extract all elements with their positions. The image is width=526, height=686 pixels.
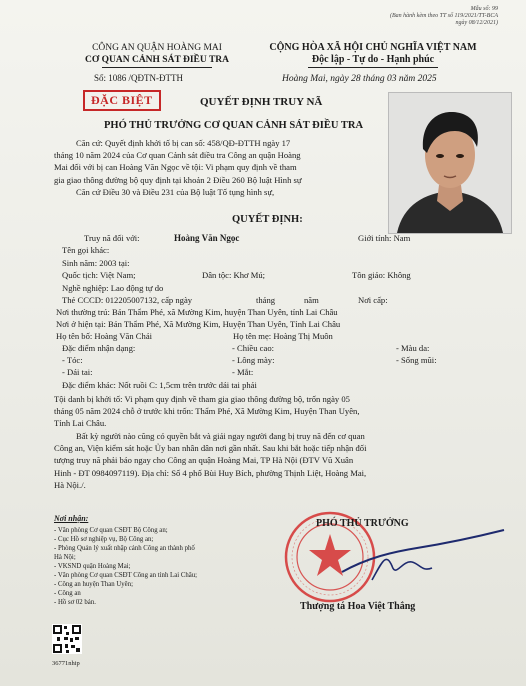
recipients-list (54, 526, 284, 607)
serial-number: 36771nhip (52, 660, 80, 667)
recipient-item: - Công an (54, 590, 81, 597)
legal-basis: Căn cứ: Quyết định khởi tố bị can số: 458/QĐ-ĐTTH ngày 17 tháng 10 năm 2024 của Cơ quan Cảnh sát điều tra Công an quận Hoàng Mai đối với bị can Hoàng Văn Ngọc về tội: Vi phạm quy định về tham gia giao thông đường bộ quy định tại khoản 2 Điều 260 Bộ luật Hình sự Căn cứ Điều 30 và Điều 231 của Bộ luật Tố tụng hình sự, (54, 138, 302, 197)
signature-mark (322, 522, 512, 592)
agency-line2: CƠ QUAN CẢNH SÁT ĐIỀU TRA (84, 55, 230, 65)
special-marks: Đặc điểm khác: Nốt ruồi C: 1,5cm trên trước dái tai phải (62, 380, 257, 390)
current-address: Nơi ở hiện tại: Bản Thẩm Phé, Xã Mường Kim, Huyện Than Uyên, Tỉnh Lai Châu (56, 319, 341, 329)
birth-year: Sinh năm: 2003 tại: (62, 258, 130, 268)
id-month: tháng (256, 295, 276, 305)
id-place: Nơi cấp: (358, 295, 388, 305)
notice-paragraph: Bất kỳ người nào cũng có quyền bắt và giải ngay người đang bị truy nã đến cơ quan Công an, Viện kiểm sát hoặc Ủy ban nhân dân nơi gần nhất. Sau khi bắt hoặc tiếp nhận đối tượng truy nã phải báo ngay cho Công an quận Hoàng Mai, TP Hà Nội (ĐTV Vũ Xuân Hinh - ĐT 0984097119). Địa chỉ: Số 4 phố Bùi Huy Bích, phường Thịnh Liệt, Hoàng Mai, Hà Nội./. (54, 431, 367, 490)
agency-header (62, 42, 252, 68)
crime-paragraph: Tội danh bị khởi tố: Vi phạm quy định về tham gia giao thông đường bộ, trốn ngày 05 tháng 05 năm 2024 chỗ ở trước khi trốn: Thẩm Phé, Xã Mường Kim, Huyện Than Uyên, Tỉnh Lai Châu. (54, 394, 360, 429)
form-code: Mẫu số: 99 (Ban hành kèm theo TT số 119/2021/TT-BCA ngày 08/12/2021) (390, 6, 498, 26)
agency-line1: CÔNG AN QUẬN HOÀNG MAI (92, 43, 222, 53)
recipient-item: - Cục Hồ sơ nghiệp vụ, Bộ Công an; (54, 536, 154, 543)
recipient-item: - Hồ sơ 02 bản. (54, 599, 96, 606)
wanted-name: Hoàng Văn Ngọc (174, 233, 240, 243)
nation-line2: Độc lập - Tự do - Hạnh phúc (311, 54, 435, 65)
eyebrows: - Lông mày: (232, 355, 275, 365)
other-name: Tên gọi khác: (62, 245, 110, 255)
hair: - Tóc: (62, 355, 83, 365)
signer-title: PHÓ THỦ TRƯỞNG (316, 518, 409, 529)
nation-line1: CỘNG HÒA XÃ HỘI CHỦ NGHĨA VIỆT NAM (269, 42, 477, 53)
doc-number: Số: 1086 /QĐTN-ĐTTH (94, 73, 183, 83)
id-card: Thẻ CCCD: 012205007132, cấp ngày (62, 295, 193, 305)
agency-underline (102, 67, 212, 68)
nation-underline (308, 67, 438, 68)
ears: - Dái tai: (62, 367, 93, 377)
recipients-heading: Nơi nhận: (54, 514, 89, 523)
eyes: - Mắt: (232, 367, 254, 377)
decision-heading: QUYẾT ĐỊNH: (232, 214, 303, 225)
height: - Chiều cao: (232, 343, 274, 353)
recipient-item: - VKSND quận Hoàng Mai; (54, 563, 131, 570)
doc-date: Hoàng Mai, ngày 28 tháng 03 năm 2025 (282, 74, 437, 84)
mother-name: Họ tên mẹ: Hoàng Thị Muôn (233, 331, 333, 341)
signer-name: Thượng tá Hoa Việt Thắng (300, 601, 416, 612)
recipient-item: - Văn phòng Cơ quan CSĐT Bộ Công an; (54, 527, 168, 534)
religion: Tôn giáo: Không (352, 270, 411, 280)
doc-title: QUYẾT ĐỊNH TRUY NÃ (200, 96, 323, 108)
recipient-item: - Phòng Quản lý xuất nhập cảnh Công an thành phố (54, 545, 195, 552)
nation-header (238, 42, 508, 68)
identify-label: Đặc điểm nhận dạng: (62, 343, 136, 353)
occupation: Nghề nghiệp: Lao động tự do (62, 283, 164, 293)
residence: Nơi thường trú: Bản Thẩm Phé, xã Mường Kim, huyện Than Uyên, tỉnh Lai Châu (56, 307, 338, 317)
nose: - Sống mũi: (396, 355, 437, 365)
ethnicity: Dân tộc: Khơ Mú; (202, 270, 266, 280)
recipient-item: - Công an huyện Than Uyên; (54, 581, 133, 588)
recipient-item: - Văn phòng Cơ quan CSĐT Công an tỉnh Lai Châu; (54, 572, 198, 579)
gender: Giới tính: Nam (358, 233, 411, 243)
id-year: năm (304, 295, 319, 305)
special-stamp: ĐẶC BIỆT (83, 90, 161, 111)
skin: - Màu da: (396, 343, 430, 353)
father-name: Họ tên bố: Hoàng Văn Chải (56, 331, 153, 341)
doc-subtitle: PHÓ THỦ TRƯỞNG CƠ QUAN CẢNH SÁT ĐIỀU TRA (104, 120, 364, 131)
recipient-item: Hà Nội; (54, 554, 76, 561)
wanted-label: Truy nã đối với: (84, 233, 140, 243)
qr-code-icon (52, 624, 82, 654)
nationality: Quốc tịch: Việt Nam; (62, 270, 136, 280)
